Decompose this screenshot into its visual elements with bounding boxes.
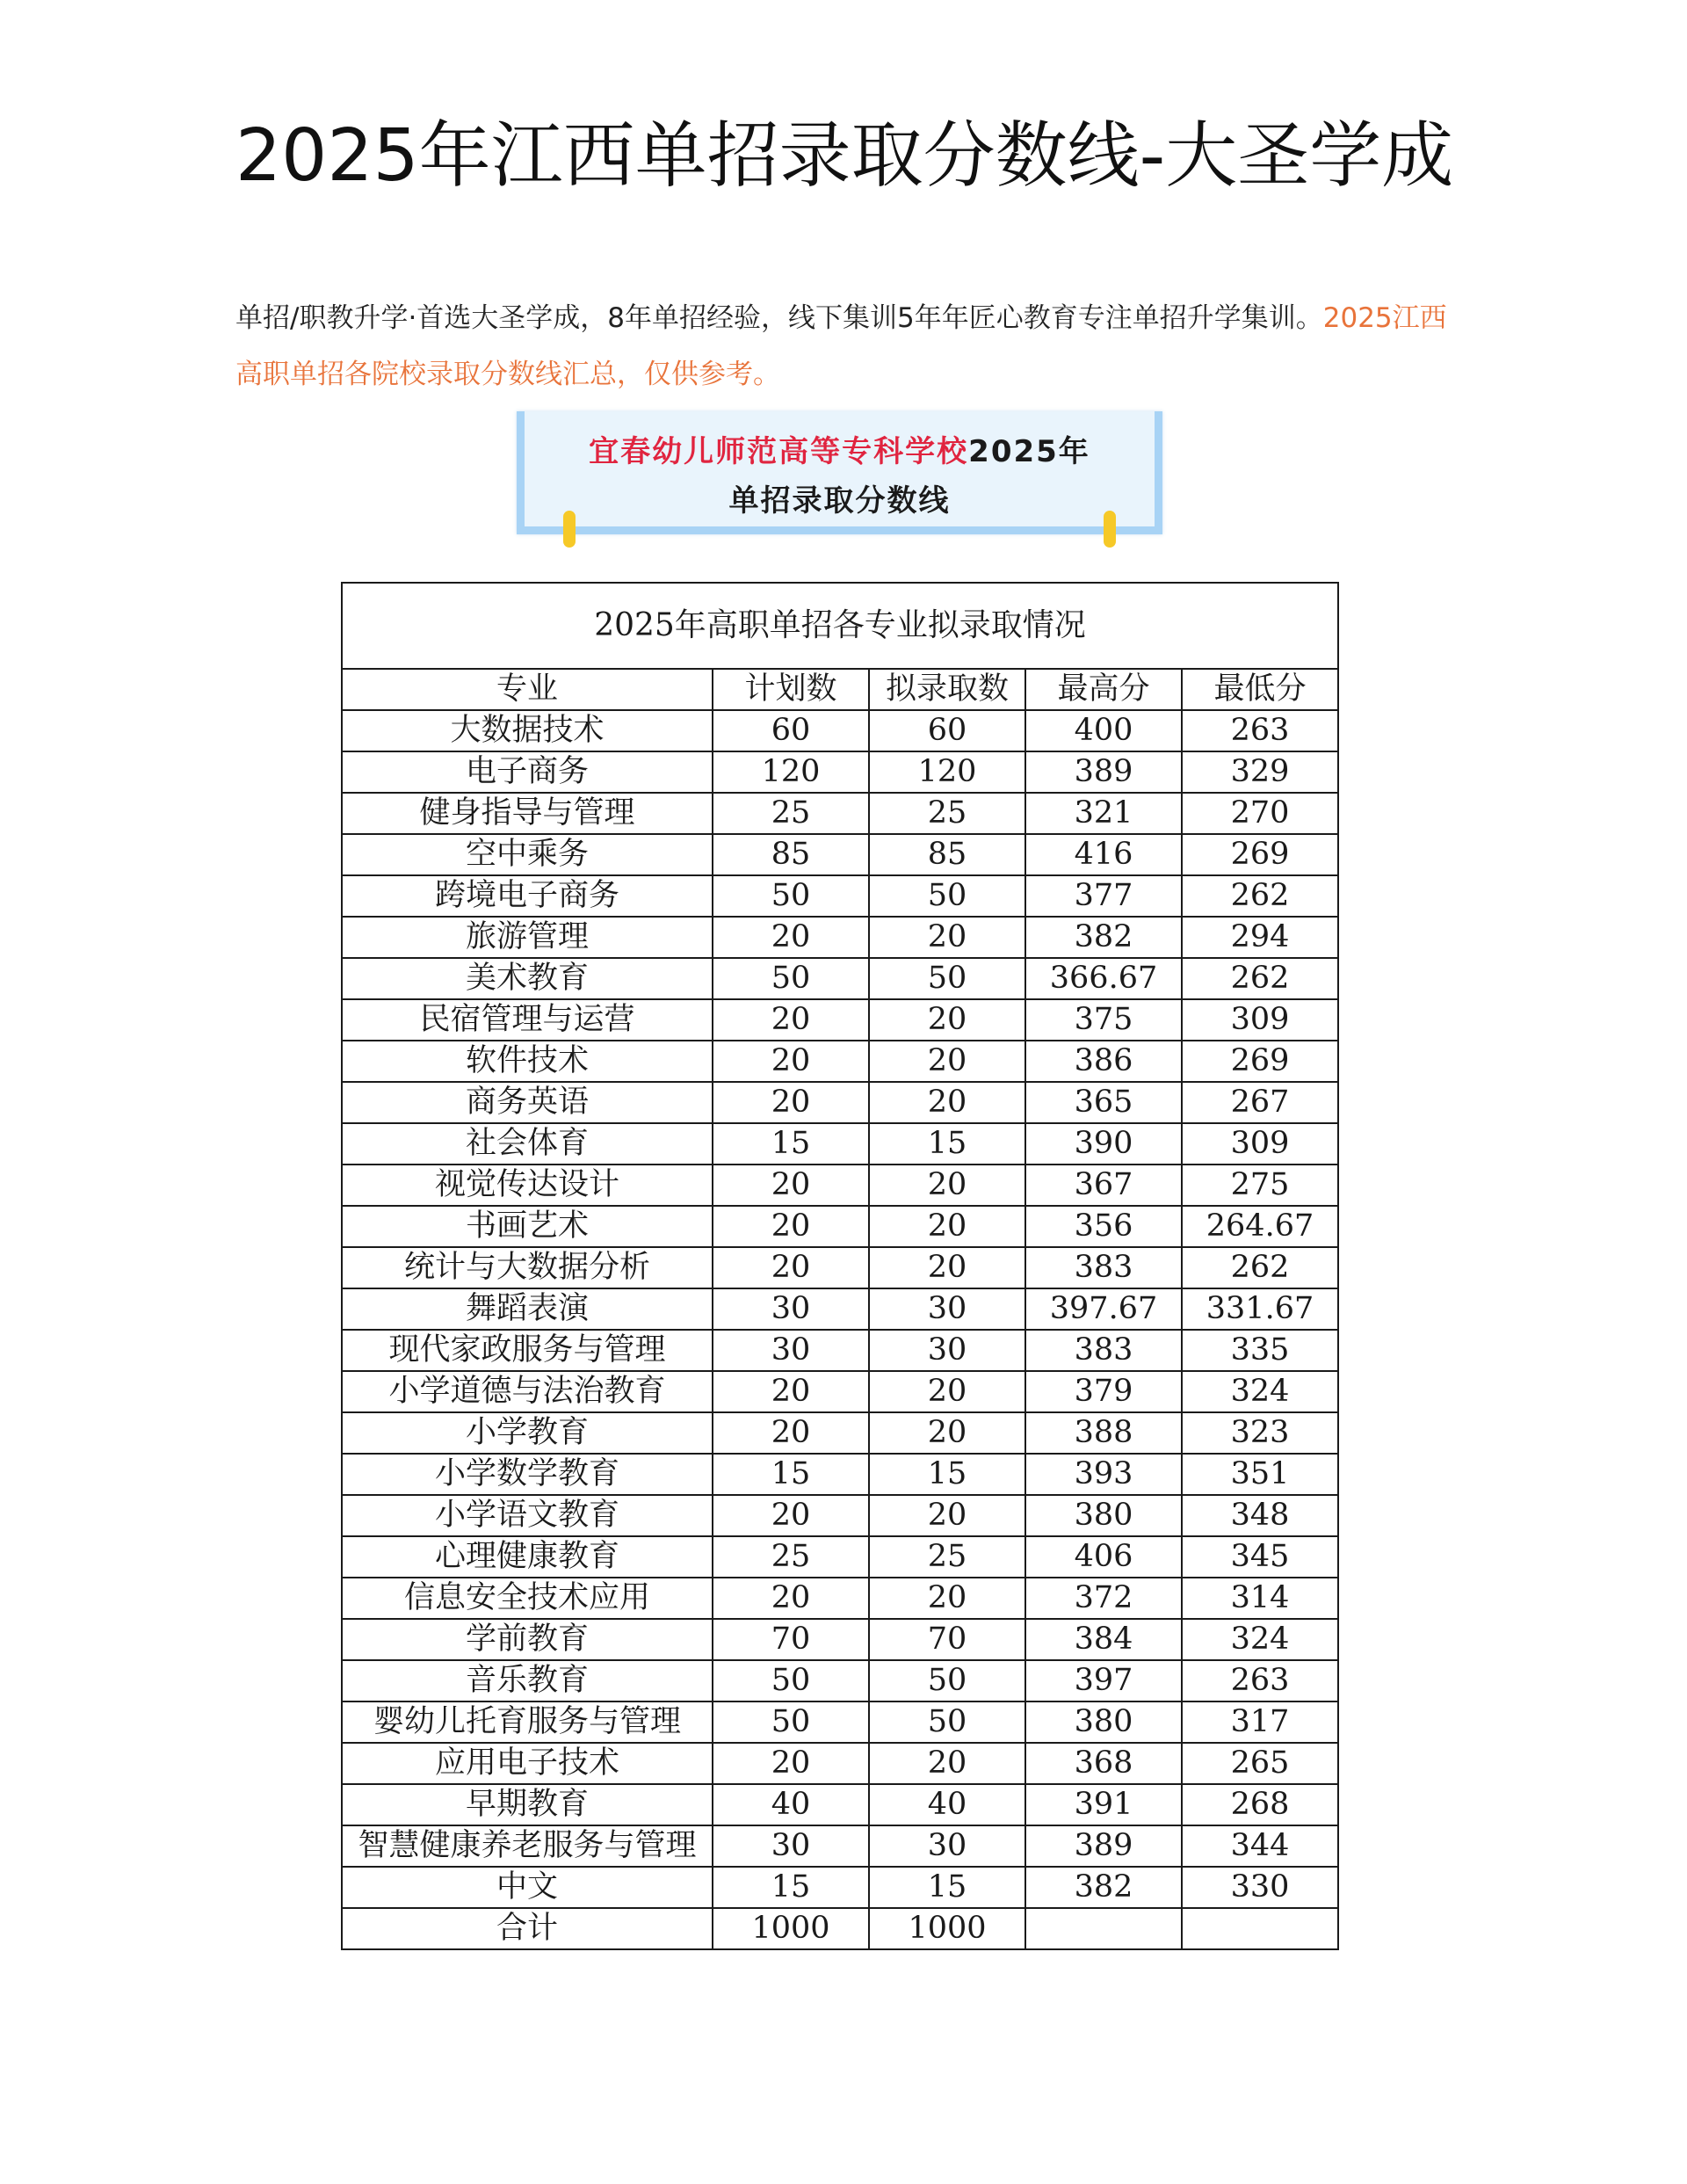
cell-plan: 20 (713, 1206, 869, 1247)
pin-right-icon (1104, 511, 1116, 548)
cell-admit: 20 (869, 1041, 1025, 1082)
cell-plan: 30 (713, 1288, 869, 1330)
table-total-row (342, 1908, 1338, 1949)
cell-plan: 15 (713, 1867, 869, 1908)
cell-admit: 20 (869, 917, 1025, 958)
table-row (342, 751, 1338, 793)
cell-major: 小学教育 (342, 1412, 713, 1454)
table-row (342, 1660, 1338, 1701)
cell-max: 416 (1025, 834, 1182, 875)
cell-admit: 120 (869, 751, 1025, 793)
cell-min: 317 (1182, 1701, 1338, 1743)
cell-max: 397 (1025, 1660, 1182, 1701)
header-max: 最高分 (1025, 669, 1182, 710)
cell-max: 386 (1025, 1041, 1182, 1082)
cell-max: 382 (1025, 1867, 1182, 1908)
cell-major: 心理健康教育 (342, 1536, 713, 1578)
table-row (342, 1454, 1338, 1495)
table-row (342, 1867, 1338, 1908)
cell-admit: 40 (869, 1784, 1025, 1825)
cell-plan: 15 (713, 1454, 869, 1495)
cell-min: 262 (1182, 1247, 1338, 1288)
cell-min: 335 (1182, 1330, 1338, 1371)
table-row (342, 1412, 1338, 1454)
cell-max: 382 (1025, 917, 1182, 958)
cell-admit: 20 (869, 1247, 1025, 1288)
cell-plan: 25 (713, 793, 869, 834)
cell-plan: 50 (713, 1701, 869, 1743)
cell-major: 民宿管理与运营 (342, 999, 713, 1041)
cell-max: 397.67 (1025, 1288, 1182, 1330)
cell-plan: 20 (713, 1578, 869, 1619)
table-header-row (342, 669, 1338, 710)
cell-plan: 20 (713, 1743, 869, 1784)
cell-admit: 20 (869, 1371, 1025, 1412)
page-title: 2025年江西单招录取分数线-大圣学成 (235, 114, 1454, 198)
table-row (342, 1578, 1338, 1619)
table-row (342, 834, 1338, 875)
intro-text: 单招/职教升学·首选大圣学成，8年单招经验，线下集训5年年匠心教育专注单招升学集训。 (235, 302, 1323, 334)
table-row (342, 1784, 1338, 1825)
header-plan: 计划数 (713, 669, 869, 710)
cell-plan: 20 (713, 1041, 869, 1082)
cell-major: 学前教育 (342, 1619, 713, 1660)
table-row (342, 1536, 1338, 1578)
cell-min: 264.67 (1182, 1206, 1338, 1247)
cell-min: 269 (1182, 1041, 1338, 1082)
cell-min: 267 (1182, 1082, 1338, 1123)
total-plan: 1000 (713, 1908, 869, 1949)
cell-max: 377 (1025, 875, 1182, 917)
table-row (342, 1619, 1338, 1660)
cell-min: 329 (1182, 751, 1338, 793)
total-label: 合计 (342, 1908, 713, 1949)
cell-major: 视觉传达设计 (342, 1165, 713, 1206)
cell-max: 400 (1025, 710, 1182, 751)
cell-plan: 20 (713, 1247, 869, 1288)
table-row (342, 1330, 1338, 1371)
cell-major: 音乐教育 (342, 1660, 713, 1701)
cell-min: 348 (1182, 1495, 1338, 1536)
cell-max: 375 (1025, 999, 1182, 1041)
cell-plan: 85 (713, 834, 869, 875)
cell-min: 344 (1182, 1825, 1338, 1867)
cell-max: 368 (1025, 1743, 1182, 1784)
school-banner (517, 411, 1162, 534)
cell-min: 270 (1182, 793, 1338, 834)
total-max (1025, 1908, 1182, 1949)
header-min: 最低分 (1182, 669, 1338, 710)
cell-major: 书画艺术 (342, 1206, 713, 1247)
cell-min: 265 (1182, 1743, 1338, 1784)
table-row (342, 1288, 1338, 1330)
table-row (342, 710, 1338, 751)
cell-plan: 60 (713, 710, 869, 751)
cell-major: 社会体育 (342, 1123, 713, 1165)
cell-admit: 20 (869, 1578, 1025, 1619)
intro-highlight: 2025江西高职单招各院校录取分数线汇总，仅供参考。 (235, 302, 1447, 390)
cell-max: 379 (1025, 1371, 1182, 1412)
cell-max: 389 (1025, 751, 1182, 793)
cell-max: 384 (1025, 1619, 1182, 1660)
table-row (342, 999, 1338, 1041)
cell-min: 269 (1182, 834, 1338, 875)
cell-max: 406 (1025, 1536, 1182, 1578)
cell-admit: 50 (869, 958, 1025, 999)
cell-admit: 20 (869, 1743, 1025, 1784)
cell-major: 智慧健康养老服务与管理 (342, 1825, 713, 1867)
cell-plan: 25 (713, 1536, 869, 1578)
cell-plan: 50 (713, 1660, 869, 1701)
cell-min: 268 (1182, 1784, 1338, 1825)
cell-plan: 40 (713, 1784, 869, 1825)
table-row (342, 1701, 1338, 1743)
cell-admit: 70 (869, 1619, 1025, 1660)
cell-min: 324 (1182, 1619, 1338, 1660)
cell-major: 电子商务 (342, 751, 713, 793)
cell-major: 商务英语 (342, 1082, 713, 1123)
cell-max: 391 (1025, 1784, 1182, 1825)
cell-admit: 20 (869, 1082, 1025, 1123)
cell-admit: 15 (869, 1867, 1025, 1908)
header-admit: 拟录取数 (869, 669, 1025, 710)
cell-plan: 30 (713, 1330, 869, 1371)
cell-admit: 20 (869, 1165, 1025, 1206)
cell-plan: 70 (713, 1619, 869, 1660)
cell-major: 信息安全技术应用 (342, 1578, 713, 1619)
cell-major: 应用电子技术 (342, 1743, 713, 1784)
cell-major: 空中乘务 (342, 834, 713, 875)
total-admit: 1000 (869, 1908, 1025, 1949)
cell-plan: 20 (713, 1082, 869, 1123)
banner-title (525, 427, 1155, 470)
cell-min: 262 (1182, 875, 1338, 917)
cell-major: 小学数学教育 (342, 1454, 713, 1495)
cell-admit: 20 (869, 1412, 1025, 1454)
cell-major: 健身指导与管理 (342, 793, 713, 834)
table-row (342, 1165, 1338, 1206)
admission-table (341, 582, 1339, 1950)
header-major: 专业 (342, 669, 713, 710)
cell-plan: 20 (713, 1412, 869, 1454)
cell-admit: 20 (869, 1206, 1025, 1247)
table-row (342, 1206, 1338, 1247)
cell-min: 331.67 (1182, 1288, 1338, 1330)
cell-min: 323 (1182, 1412, 1338, 1454)
cell-admit: 50 (869, 875, 1025, 917)
cell-admit: 15 (869, 1123, 1025, 1165)
cell-major: 舞蹈表演 (342, 1288, 713, 1330)
table-row (342, 793, 1338, 834)
cell-admit: 30 (869, 1330, 1025, 1371)
cell-min: 314 (1182, 1578, 1338, 1619)
cell-min: 351 (1182, 1454, 1338, 1495)
cell-major: 大数据技术 (342, 710, 713, 751)
cell-max: 380 (1025, 1495, 1182, 1536)
cell-max: 321 (1025, 793, 1182, 834)
table-row (342, 958, 1338, 999)
cell-max: 393 (1025, 1454, 1182, 1495)
table-row (342, 1041, 1338, 1082)
cell-min: 262 (1182, 958, 1338, 999)
cell-major: 统计与大数据分析 (342, 1247, 713, 1288)
cell-admit: 30 (869, 1288, 1025, 1330)
table-caption-row (342, 583, 1338, 669)
table-caption: 2025年高职单招各专业拟录取情况 (342, 583, 1338, 669)
cell-admit: 15 (869, 1454, 1025, 1495)
table-row (342, 1371, 1338, 1412)
table-row (342, 1082, 1338, 1123)
cell-max: 380 (1025, 1701, 1182, 1743)
cell-max: 383 (1025, 1330, 1182, 1371)
cell-admit: 85 (869, 834, 1025, 875)
cell-admit: 50 (869, 1701, 1025, 1743)
table-row (342, 1123, 1338, 1165)
pin-left-icon (563, 511, 576, 548)
cell-max: 389 (1025, 1825, 1182, 1867)
banner-year: 2025年 (968, 434, 1090, 469)
cell-max: 367 (1025, 1165, 1182, 1206)
table-row (342, 1495, 1338, 1536)
cell-major: 跨境电子商务 (342, 875, 713, 917)
cell-min: 309 (1182, 1123, 1338, 1165)
cell-min: 345 (1182, 1536, 1338, 1578)
cell-plan: 20 (713, 1495, 869, 1536)
cell-major: 中文 (342, 1867, 713, 1908)
cell-plan: 50 (713, 875, 869, 917)
cell-major: 早期教育 (342, 1784, 713, 1825)
cell-admit: 25 (869, 1536, 1025, 1578)
cell-min: 324 (1182, 1371, 1338, 1412)
cell-min: 263 (1182, 710, 1338, 751)
cell-major: 美术教育 (342, 958, 713, 999)
cell-plan: 20 (713, 917, 869, 958)
cell-min: 330 (1182, 1867, 1338, 1908)
cell-major: 小学道德与法治教育 (342, 1371, 713, 1412)
cell-admit: 60 (869, 710, 1025, 751)
cell-major: 旅游管理 (342, 917, 713, 958)
cell-max: 390 (1025, 1123, 1182, 1165)
cell-major: 现代家政服务与管理 (342, 1330, 713, 1371)
cell-admit: 50 (869, 1660, 1025, 1701)
cell-min: 275 (1182, 1165, 1338, 1206)
cell-max: 365 (1025, 1082, 1182, 1123)
cell-max: 388 (1025, 1412, 1182, 1454)
cell-admit: 20 (869, 1495, 1025, 1536)
cell-plan: 15 (713, 1123, 869, 1165)
cell-plan: 20 (713, 1165, 869, 1206)
table-row (342, 1825, 1338, 1867)
cell-plan: 20 (713, 1371, 869, 1412)
table-row (342, 1247, 1338, 1288)
cell-admit: 30 (869, 1825, 1025, 1867)
cell-max: 366.67 (1025, 958, 1182, 999)
cell-max: 372 (1025, 1578, 1182, 1619)
cell-min: 309 (1182, 999, 1338, 1041)
cell-plan: 50 (713, 958, 869, 999)
table-row (342, 917, 1338, 958)
table-row (342, 1743, 1338, 1784)
cell-major: 软件技术 (342, 1041, 713, 1082)
cell-min: 263 (1182, 1660, 1338, 1701)
table-row (342, 875, 1338, 917)
banner-school-name: 宜春幼儿师范高等专科学校 (589, 434, 969, 469)
total-min (1182, 1908, 1338, 1949)
cell-min: 294 (1182, 917, 1338, 958)
cell-admit: 25 (869, 793, 1025, 834)
cell-plan: 20 (713, 999, 869, 1041)
cell-max: 383 (1025, 1247, 1182, 1288)
intro-paragraph (235, 290, 1457, 403)
cell-plan: 30 (713, 1825, 869, 1867)
cell-max: 356 (1025, 1206, 1182, 1247)
cell-plan: 120 (713, 751, 869, 793)
cell-major: 婴幼儿托育服务与管理 (342, 1701, 713, 1743)
cell-admit: 20 (869, 999, 1025, 1041)
cell-major: 小学语文教育 (342, 1495, 713, 1536)
banner-subtitle: 单招录取分数线 (728, 483, 951, 519)
